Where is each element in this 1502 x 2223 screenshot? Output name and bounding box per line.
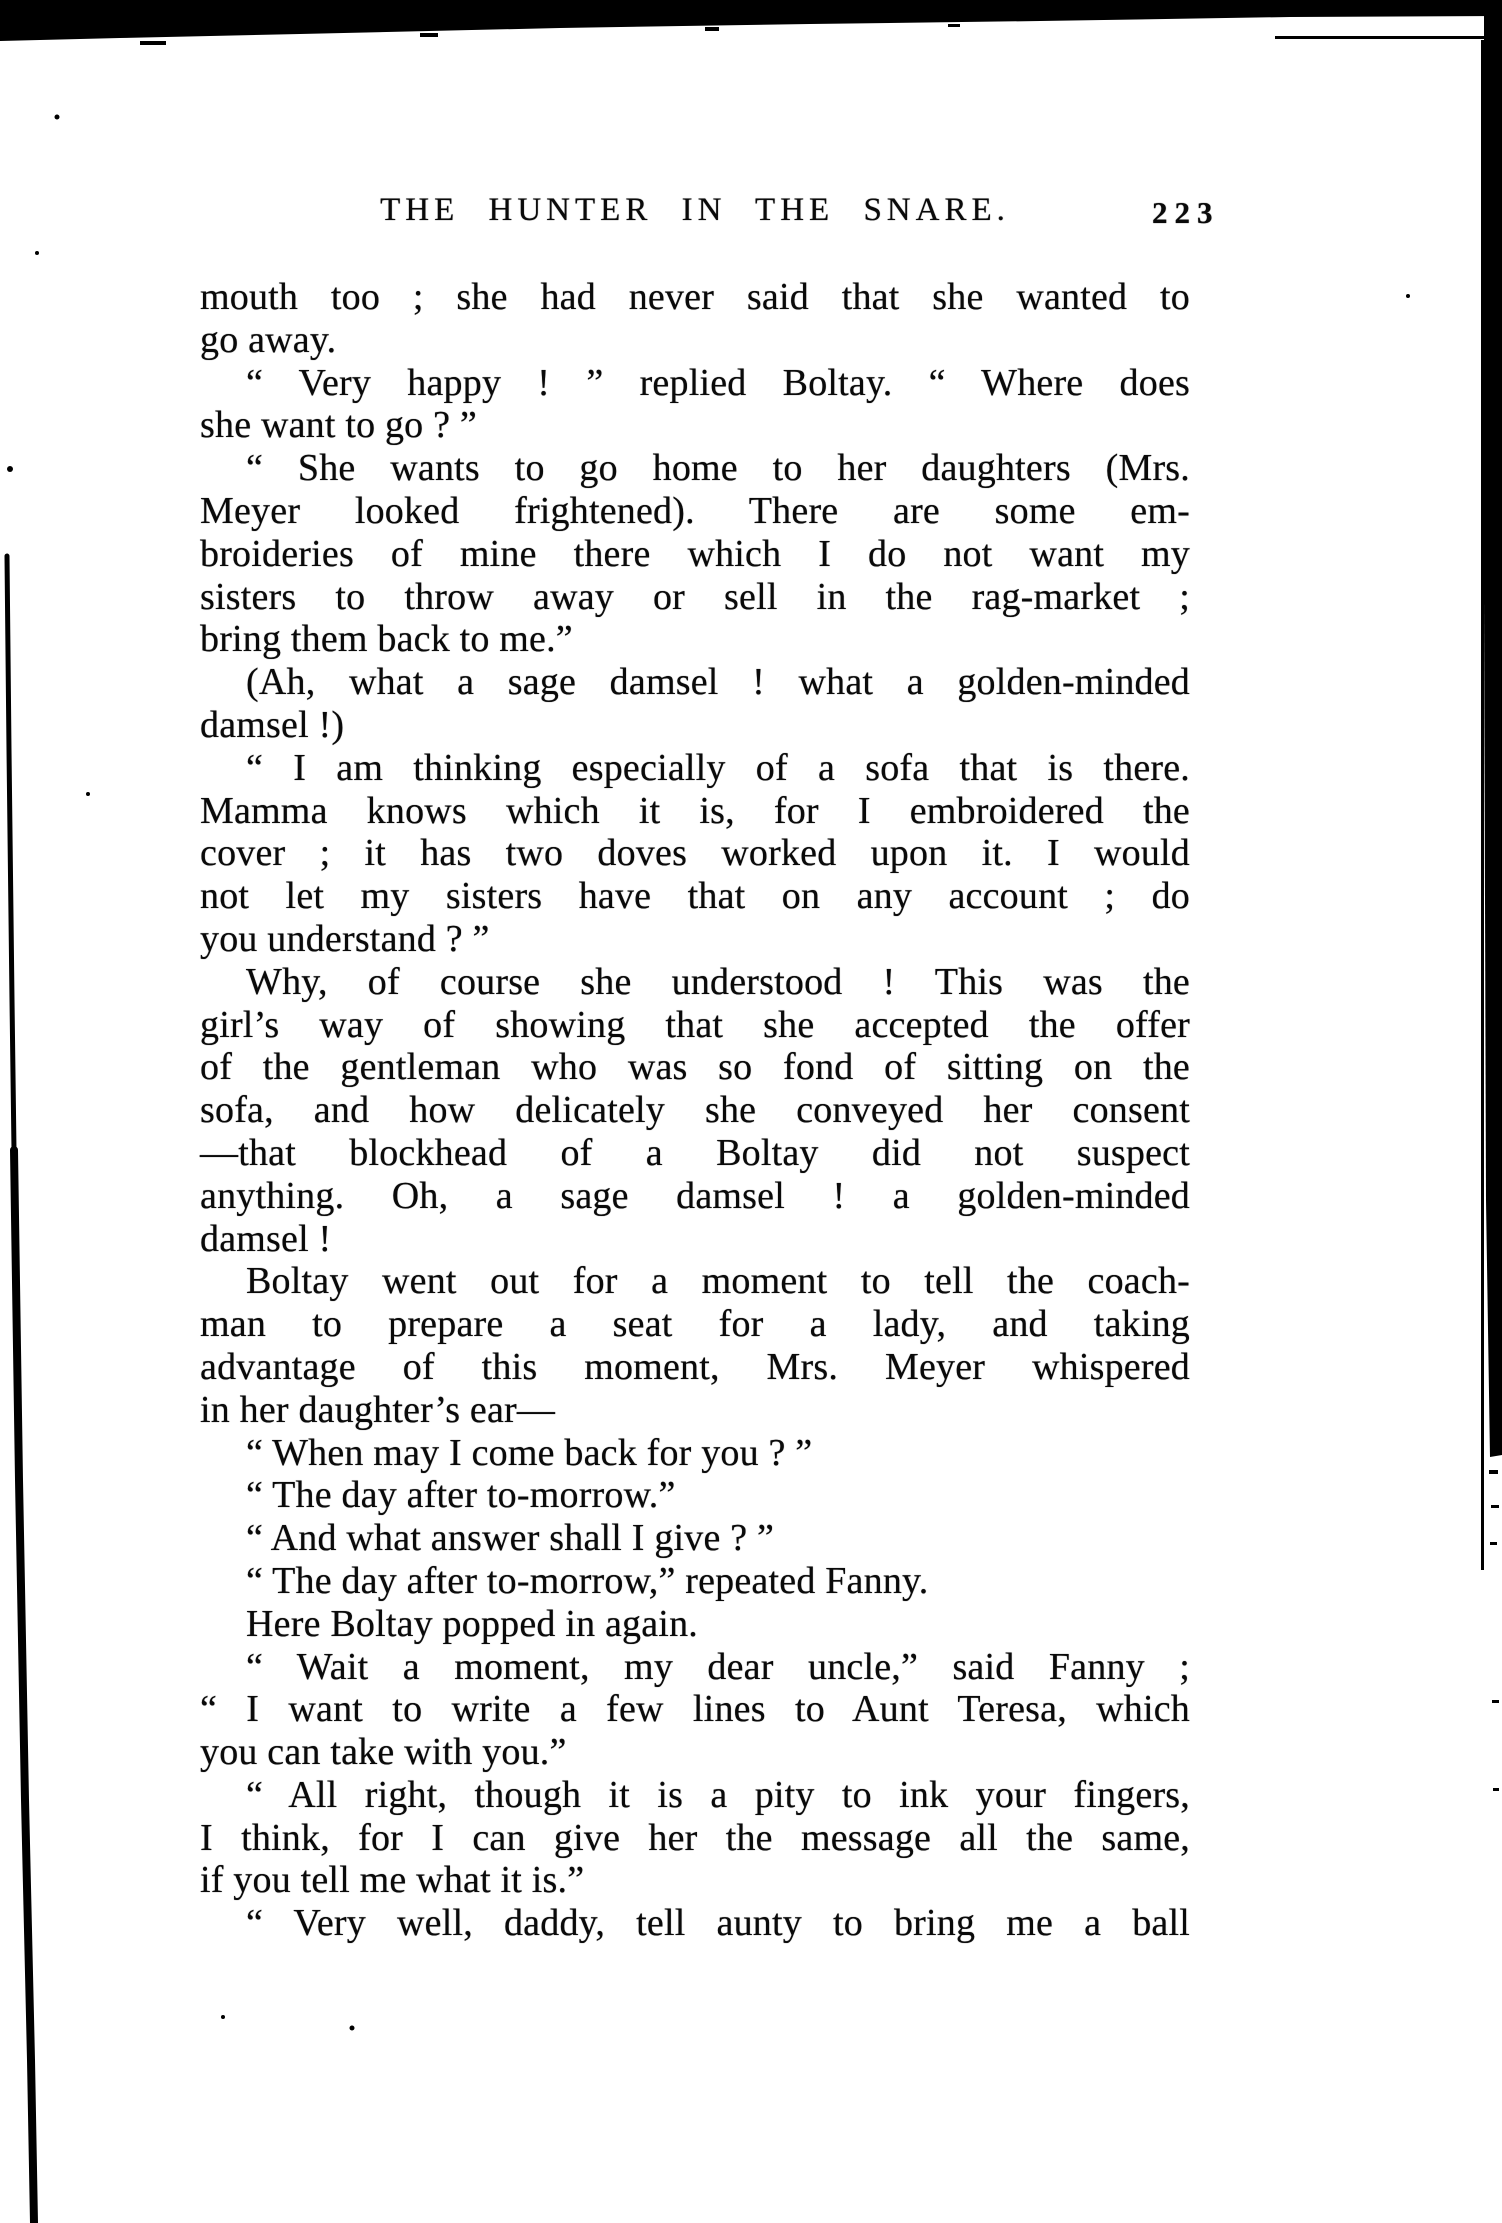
scan-artifact-right-band <box>1484 0 1502 1457</box>
text-line: Boltay went out for a moment to tell the coach- <box>246 1260 1190 1303</box>
text-line: I think, for I can give her the message all the same, <box>200 1816 1190 1859</box>
scan-artifact-left-line-lower <box>14 1150 34 2223</box>
text-line: you can take with you.” <box>200 1731 567 1774</box>
text-line: advantage of this moment, Mrs. Meyer whispered <box>200 1345 1190 1388</box>
text-line: “ I am thinking especially of a sofa that is there. <box>246 746 1190 789</box>
text-line: “ Very well, daddy, tell aunty to bring me a ball <box>246 1902 1190 1945</box>
scan-artifact-top-bar <box>0 0 1502 41</box>
text-line: “ When may I come back for you ? ” <box>246 1431 813 1474</box>
text-line: not let my sisters have that on any account ; do <box>200 875 1190 918</box>
page-number: 223 <box>1152 195 1220 230</box>
text-line: “ Wait a moment, my dear uncle,” said Fanny ; <box>246 1645 1190 1688</box>
text-line: bring them back to me.” <box>200 618 573 661</box>
text-line: “ And what answer shall I give ? ” <box>246 1517 775 1560</box>
text-line: she want to go ? ” <box>200 404 477 447</box>
text-line: “ I want to write a few lines to Aunt Teresa, which <box>200 1688 1190 1731</box>
text-line: mouth too ; she had never said that she wanted to <box>200 276 1190 318</box>
text-line: girl’s way of showing that she accepted the offer <box>200 1003 1190 1046</box>
text-line: broideries of mine there which I do not want my <box>200 532 1190 575</box>
text-line: go away. <box>200 318 337 361</box>
text-line: damsel ! <box>200 1217 332 1260</box>
text-line: (Ah, what a sage damsel ! what a golden-minded <box>246 661 1190 704</box>
scan-artifact-left-line <box>7 556 14 1150</box>
text-line: “ The day after to-morrow,” repeated Fanny. <box>246 1559 929 1602</box>
text-line: Why, of course she understood ! This was the <box>246 960 1190 1003</box>
text-line: anything. Oh, a sage damsel ! a golden-minded <box>200 1174 1190 1217</box>
text-line: damsel !) <box>200 703 345 746</box>
text-line: Meyer looked frightened). There are some em- <box>200 489 1190 532</box>
chapter-title: THE HUNTER IN THE SNARE. <box>380 192 1010 228</box>
text-line: —that blockhead of a Boltay did not suspect <box>200 1131 1190 1174</box>
text-line: of the gentleman who was so fond of sitting on the <box>200 1046 1190 1089</box>
text-line: sisters to throw away or sell in the rag-market ; <box>200 575 1190 618</box>
text-line: cover ; it has two doves worked upon it. I would <box>200 832 1190 875</box>
text-line: “ Very happy ! ” replied Boltay. “ Where does <box>246 361 1190 404</box>
running-head <box>200 192 1220 240</box>
text-line: “ All right, though it is a pity to ink your fingers, <box>246 1773 1190 1816</box>
text-line: if you tell me what it is.” <box>200 1859 585 1902</box>
text-line: in her daughter’s ear— <box>200 1388 556 1431</box>
text-line: you understand ? ” <box>200 917 490 960</box>
text-line: Here Boltay popped in again. <box>246 1602 698 1645</box>
text-line: man to prepare a seat for a lady, and taking <box>200 1303 1190 1346</box>
text-line: “ She wants to go home to her daughters (Mrs. <box>246 447 1190 490</box>
text-block <box>200 276 1190 1945</box>
text-line: sofa, and how delicately she conveyed her consent <box>200 1089 1190 1132</box>
text-line: Mamma knows which it is, for I embroidered the <box>200 789 1190 832</box>
text-line: “ The day after to-morrow.” <box>246 1474 676 1517</box>
